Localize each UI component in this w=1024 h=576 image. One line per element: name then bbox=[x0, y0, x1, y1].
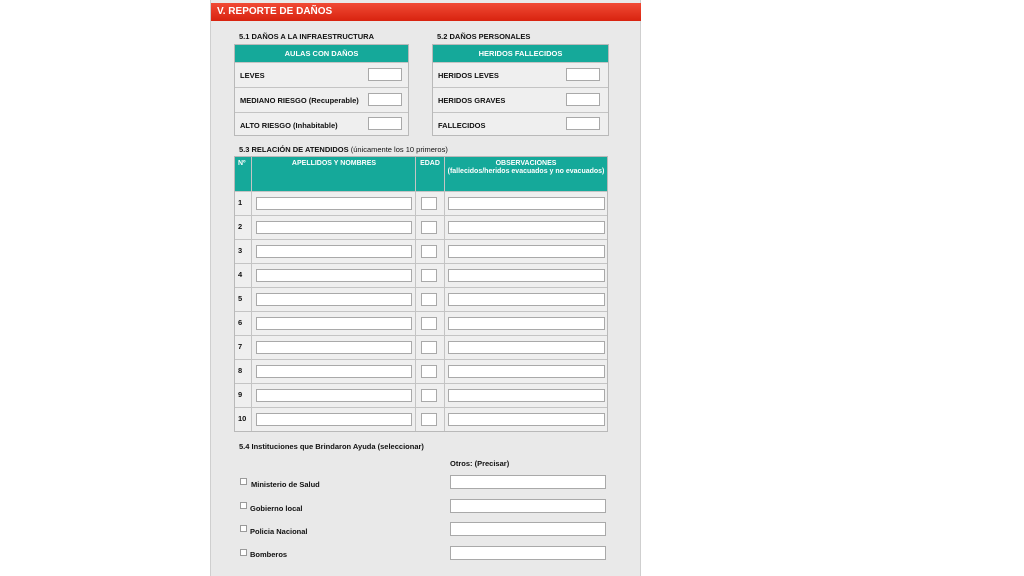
row-label: MEDIANO RIESGO (Recuperable) bbox=[240, 96, 359, 105]
gobierno-local-label: Gobierno local bbox=[250, 504, 303, 513]
table-row bbox=[235, 383, 607, 407]
table-row bbox=[235, 215, 607, 239]
age-input[interactable] bbox=[421, 413, 437, 426]
personal-row-fallecidos bbox=[433, 112, 608, 136]
table-row bbox=[235, 311, 607, 335]
infra-row-mediano bbox=[235, 87, 408, 112]
row-number: 6 bbox=[238, 318, 243, 327]
attended-table bbox=[234, 156, 608, 432]
personal-row-leves bbox=[433, 62, 608, 87]
otros-input-1[interactable] bbox=[450, 475, 606, 489]
infra-row-alto bbox=[235, 112, 408, 136]
policia-nacional-checkbox[interactable] bbox=[240, 525, 247, 532]
col-age: EDAD bbox=[420, 160, 440, 167]
table-row bbox=[235, 287, 607, 311]
row-number: 8 bbox=[238, 366, 243, 375]
fallecidos-input[interactable] bbox=[566, 117, 600, 130]
personal-row-graves bbox=[433, 87, 608, 112]
age-input[interactable] bbox=[421, 365, 437, 378]
leves-input[interactable] bbox=[368, 68, 402, 81]
col-observations-title: OBSERVACIONES bbox=[495, 160, 557, 167]
heridos-graves-input[interactable] bbox=[566, 93, 600, 106]
infra-row-leves bbox=[235, 62, 408, 87]
observations-input[interactable] bbox=[448, 269, 605, 282]
otros-input-2[interactable] bbox=[450, 499, 606, 513]
section-5-1-title: 5.1 DAÑOS A LA INFRAESTRUCTURA bbox=[239, 32, 375, 41]
age-input[interactable] bbox=[421, 389, 437, 402]
attended-table-header bbox=[235, 157, 607, 191]
name-input[interactable] bbox=[256, 245, 412, 258]
row-label: LEVES bbox=[240, 71, 265, 80]
aulas-header: AULAS CON DAÑOS bbox=[235, 45, 408, 62]
age-input[interactable] bbox=[421, 341, 437, 354]
otros-label: Otros: (Precisar) bbox=[450, 459, 510, 468]
name-input[interactable] bbox=[256, 269, 412, 282]
table-row bbox=[235, 359, 607, 383]
observations-input[interactable] bbox=[448, 389, 605, 402]
section-5-3-label: 5.3 RELACIÓN DE ATENDIDOS bbox=[239, 145, 349, 154]
policia-nacional-label: Policia Nacional bbox=[250, 527, 308, 536]
observations-input[interactable] bbox=[448, 245, 605, 258]
gobierno-local-checkbox[interactable] bbox=[240, 502, 247, 509]
name-input[interactable] bbox=[256, 197, 412, 210]
name-input[interactable] bbox=[256, 365, 412, 378]
row-label: FALLECIDOS bbox=[438, 121, 486, 130]
observations-input[interactable] bbox=[448, 413, 605, 426]
observations-input[interactable] bbox=[448, 221, 605, 234]
observations-input[interactable] bbox=[448, 341, 605, 354]
row-number: 2 bbox=[238, 222, 243, 231]
row-number: 7 bbox=[238, 342, 243, 351]
age-input[interactable] bbox=[421, 269, 437, 282]
heridos-header: HERIDOS FALLECIDOS bbox=[433, 45, 608, 62]
row-number: 5 bbox=[238, 294, 243, 303]
col-observations bbox=[445, 160, 607, 176]
age-input[interactable] bbox=[421, 197, 437, 210]
section-header-bar: V. REPORTE DE DAÑOS bbox=[211, 3, 641, 21]
observations-input[interactable] bbox=[448, 293, 605, 306]
age-input[interactable] bbox=[421, 245, 437, 258]
row-number: 4 bbox=[238, 270, 243, 279]
ministerio-salud-label: Ministerio de Salud bbox=[251, 480, 320, 489]
name-input[interactable] bbox=[256, 389, 412, 402]
table-row bbox=[235, 263, 607, 287]
bomberos-label: Bomberos bbox=[250, 550, 288, 559]
row-number: 9 bbox=[238, 390, 243, 399]
table-row bbox=[235, 239, 607, 263]
age-input[interactable] bbox=[421, 221, 437, 234]
row-label: HERIDOS LEVES bbox=[438, 71, 499, 80]
row-number: 10 bbox=[238, 414, 247, 423]
table-row bbox=[235, 335, 607, 359]
name-input[interactable] bbox=[256, 317, 412, 330]
otros-input-3[interactable] bbox=[450, 522, 606, 536]
name-input[interactable] bbox=[256, 221, 412, 234]
report-form-panel bbox=[210, 0, 641, 576]
heridos-leves-input[interactable] bbox=[566, 68, 600, 81]
observations-input[interactable] bbox=[448, 365, 605, 378]
section-5-2-title: 5.2 DAÑOS PERSONALES bbox=[437, 32, 531, 41]
infrastructure-damage-table bbox=[234, 44, 409, 136]
mediano-riesgo-input[interactable] bbox=[368, 93, 402, 106]
col-observations-sub: (fallecidos/heridos evacuados y no evacuados) bbox=[447, 168, 605, 175]
col-num: Nº bbox=[238, 160, 246, 167]
section-5-3-title bbox=[239, 145, 448, 154]
row-number: 3 bbox=[238, 246, 243, 255]
row-label: HERIDOS GRAVES bbox=[438, 96, 506, 105]
name-input[interactable] bbox=[256, 413, 412, 426]
section-5-4-title: 5.4 Instituciones que Brindaron Ayuda (seleccionar) bbox=[239, 442, 424, 451]
name-input[interactable] bbox=[256, 341, 412, 354]
age-input[interactable] bbox=[421, 317, 437, 330]
alto-riesgo-input[interactable] bbox=[368, 117, 402, 130]
observations-input[interactable] bbox=[448, 197, 605, 210]
bomberos-checkbox[interactable] bbox=[240, 549, 247, 556]
row-label: ALTO RIESGO (Inhabitable) bbox=[240, 121, 338, 130]
section-5-3-subtitle: (únicamente los 10 primeros) bbox=[350, 145, 448, 154]
table-row bbox=[235, 191, 607, 215]
row-number: 1 bbox=[238, 198, 243, 207]
name-input[interactable] bbox=[256, 293, 412, 306]
personal-damage-table bbox=[432, 44, 609, 136]
ministerio-salud-checkbox[interactable] bbox=[240, 478, 247, 485]
age-input[interactable] bbox=[421, 293, 437, 306]
observations-input[interactable] bbox=[448, 317, 605, 330]
col-name: APELLIDOS Y NOMBRES bbox=[291, 160, 377, 167]
otros-input-4[interactable] bbox=[450, 546, 606, 560]
table-row bbox=[235, 407, 607, 431]
